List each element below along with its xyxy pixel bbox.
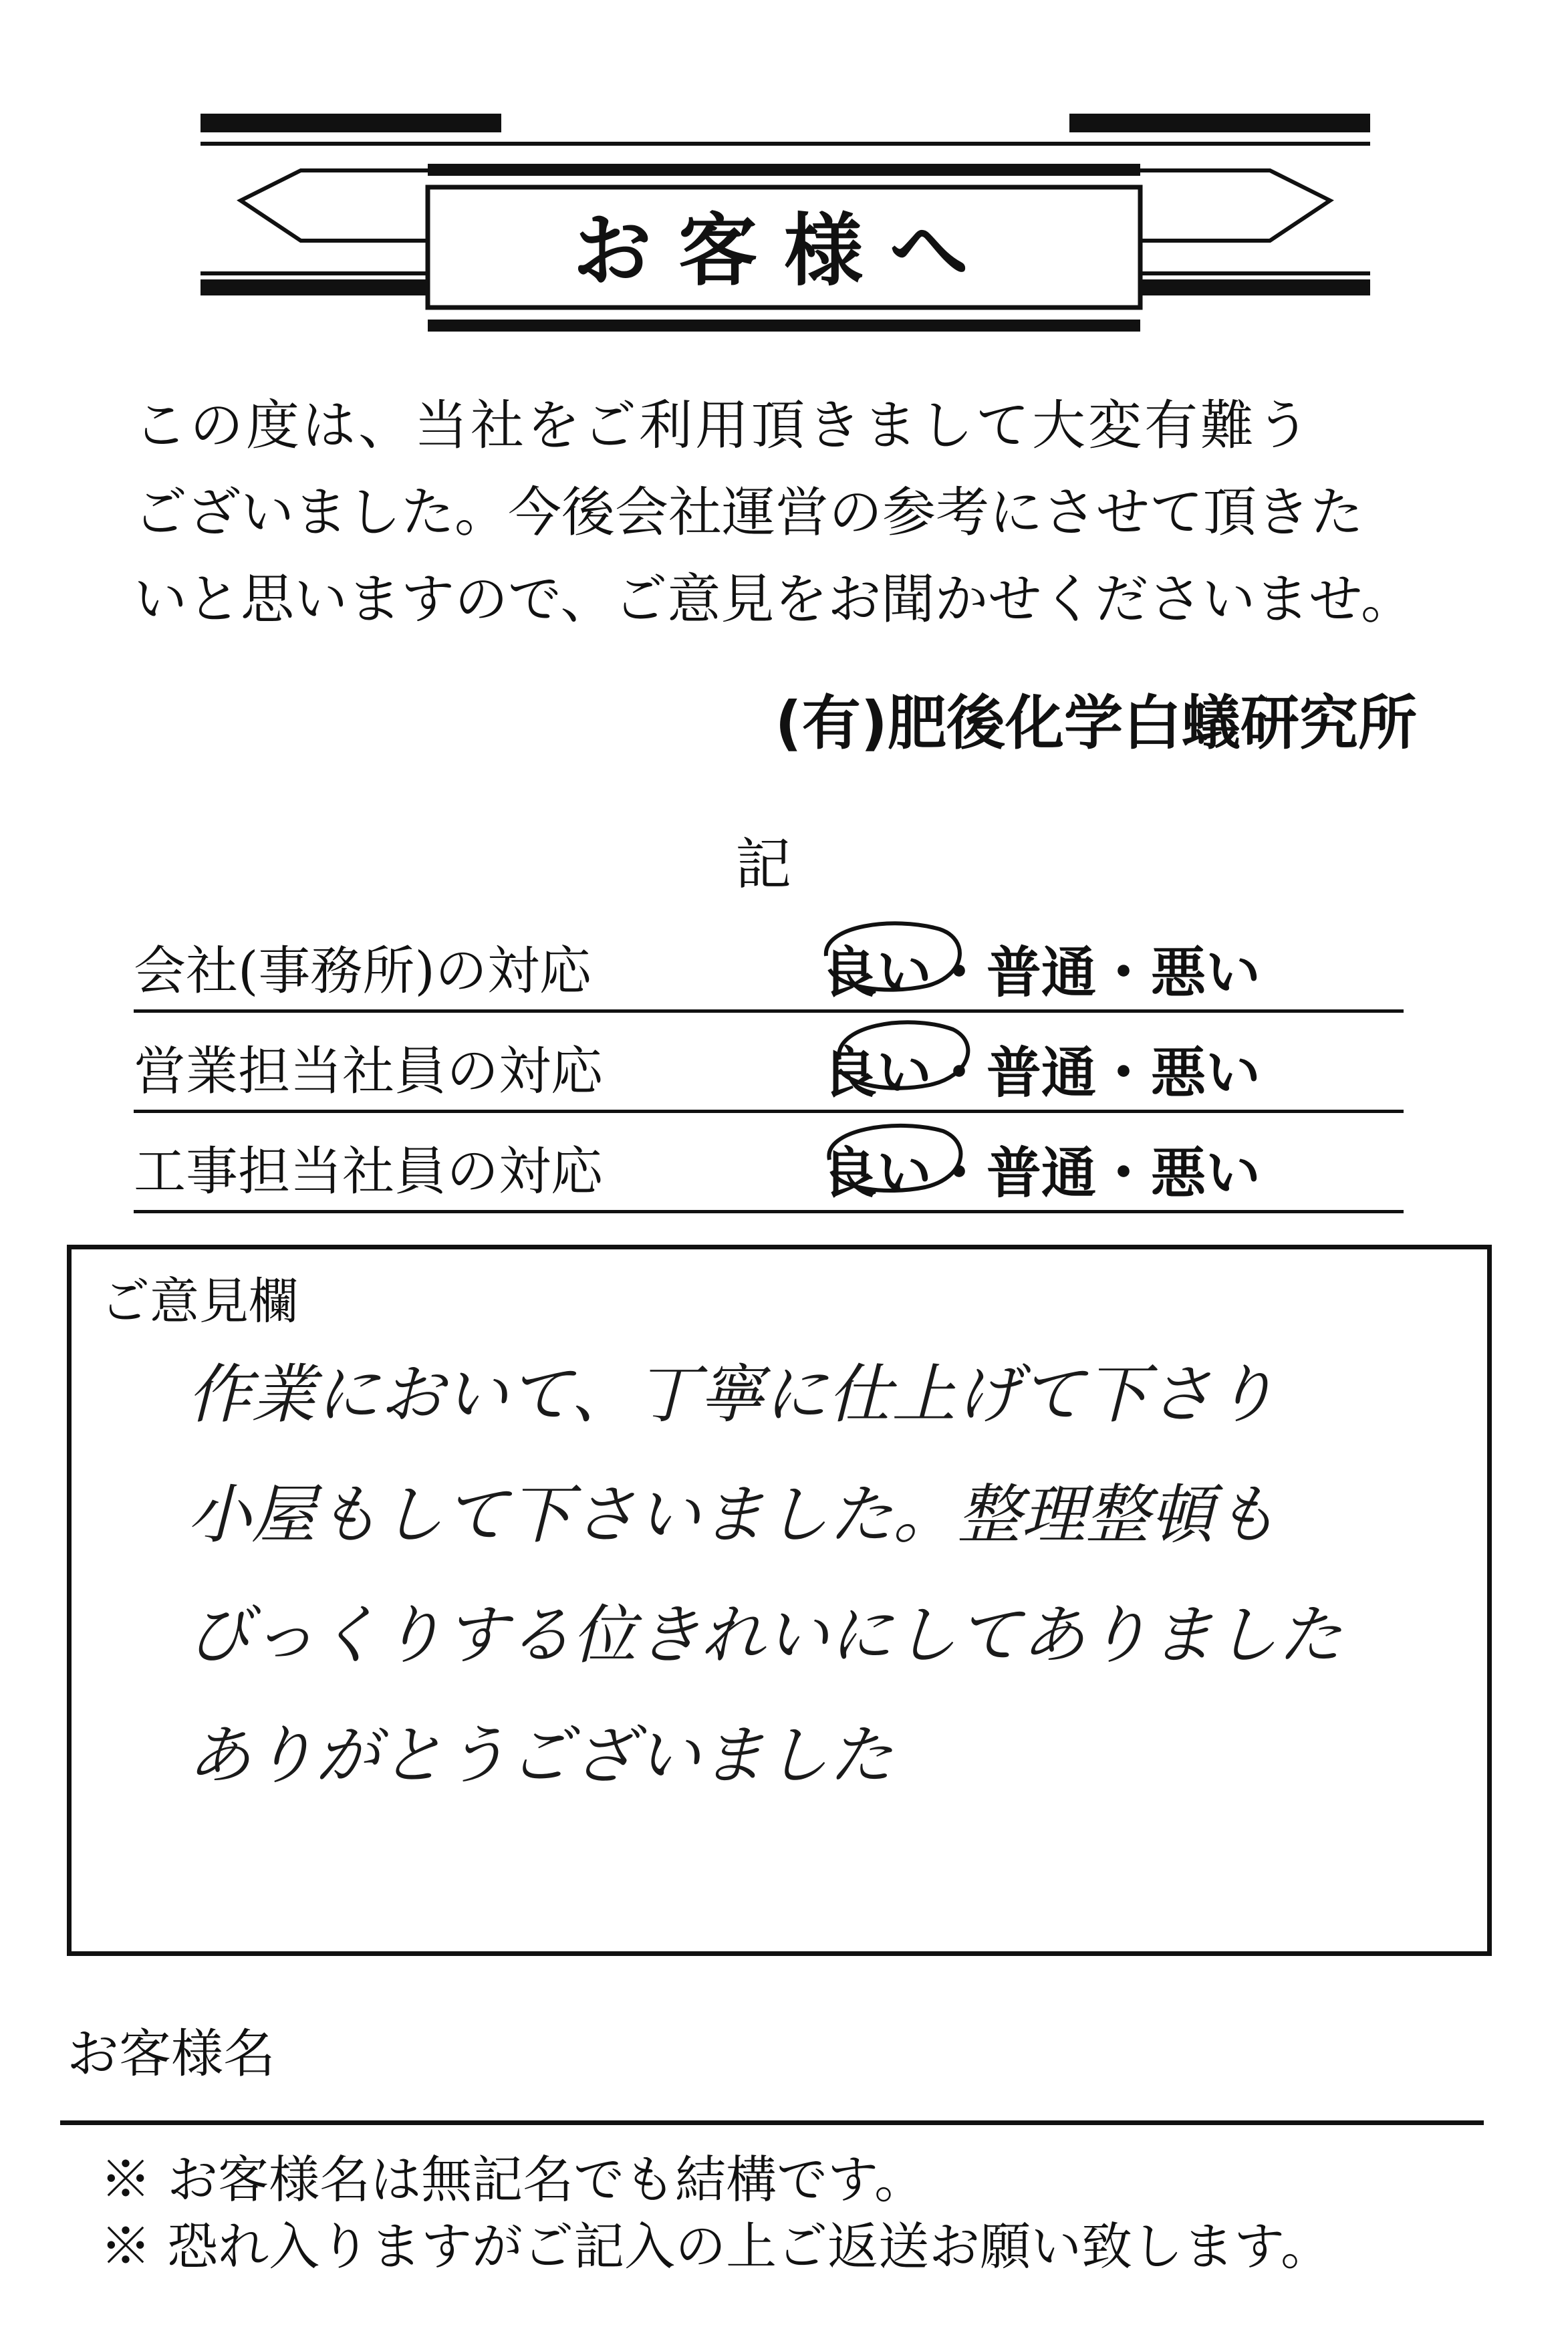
row-divider	[134, 1210, 1404, 1213]
intro-line-2: ございました。今後会社運営の参考にさせて頂きた	[134, 481, 1363, 543]
rating-label-construction: 工事担当社員の対応	[134, 1142, 604, 1202]
rating-options-office[interactable]: 良い・普通・悪い	[822, 941, 1261, 1005]
customer-name-label: お客様名	[67, 2024, 276, 2084]
rating-label-sales: 営業担当社員の対応	[134, 1041, 604, 1102]
handwritten-line-2: 小屋もして下さいました。整理整頓も	[187, 1477, 1278, 1552]
handwritten-line-4: ありがとうございました	[187, 1718, 893, 1793]
note-return: ※ 恐れ入りますがご記入の上ご返送お願い致します。	[100, 2217, 1332, 2276]
row-divider	[134, 1009, 1404, 1013]
company-name: (有)肥後化学白蟻研究所	[775, 689, 1417, 757]
rating-options-construction[interactable]: 良い・普通・悪い	[822, 1141, 1261, 1205]
note-anonymous: ※ お客様名は無記名でも結構です。	[100, 2150, 926, 2209]
rating-label-office: 会社(事務所)の対応	[134, 941, 592, 1001]
rating-options-sales[interactable]: 良い・普通・悪い	[822, 1041, 1261, 1105]
title: お客様へ	[572, 204, 995, 297]
handwritten-line-3: びっくりする位きれいにしてありました	[187, 1598, 1342, 1673]
selection-circle-office	[813, 909, 980, 996]
row-divider	[134, 1110, 1404, 1113]
intro-line-1: この度は、当社をご利用頂きまして大変有難う	[134, 394, 1313, 457]
selection-circle-sales	[819, 1006, 987, 1093]
title-ribbon-banner	[0, 0, 1568, 374]
intro-line-3: いと思いますので、ご意見をお聞かせくださいませ。	[134, 568, 1414, 630]
ki-heading: 記	[735, 832, 792, 897]
selection-circle-construction	[813, 1110, 980, 1197]
opinion-label: ご意見欄	[100, 1273, 298, 1330]
customer-name-line[interactable]	[60, 2120, 1484, 2125]
handwritten-line-1: 作業において、丁寧に仕上げて下さり	[187, 1357, 1277, 1432]
